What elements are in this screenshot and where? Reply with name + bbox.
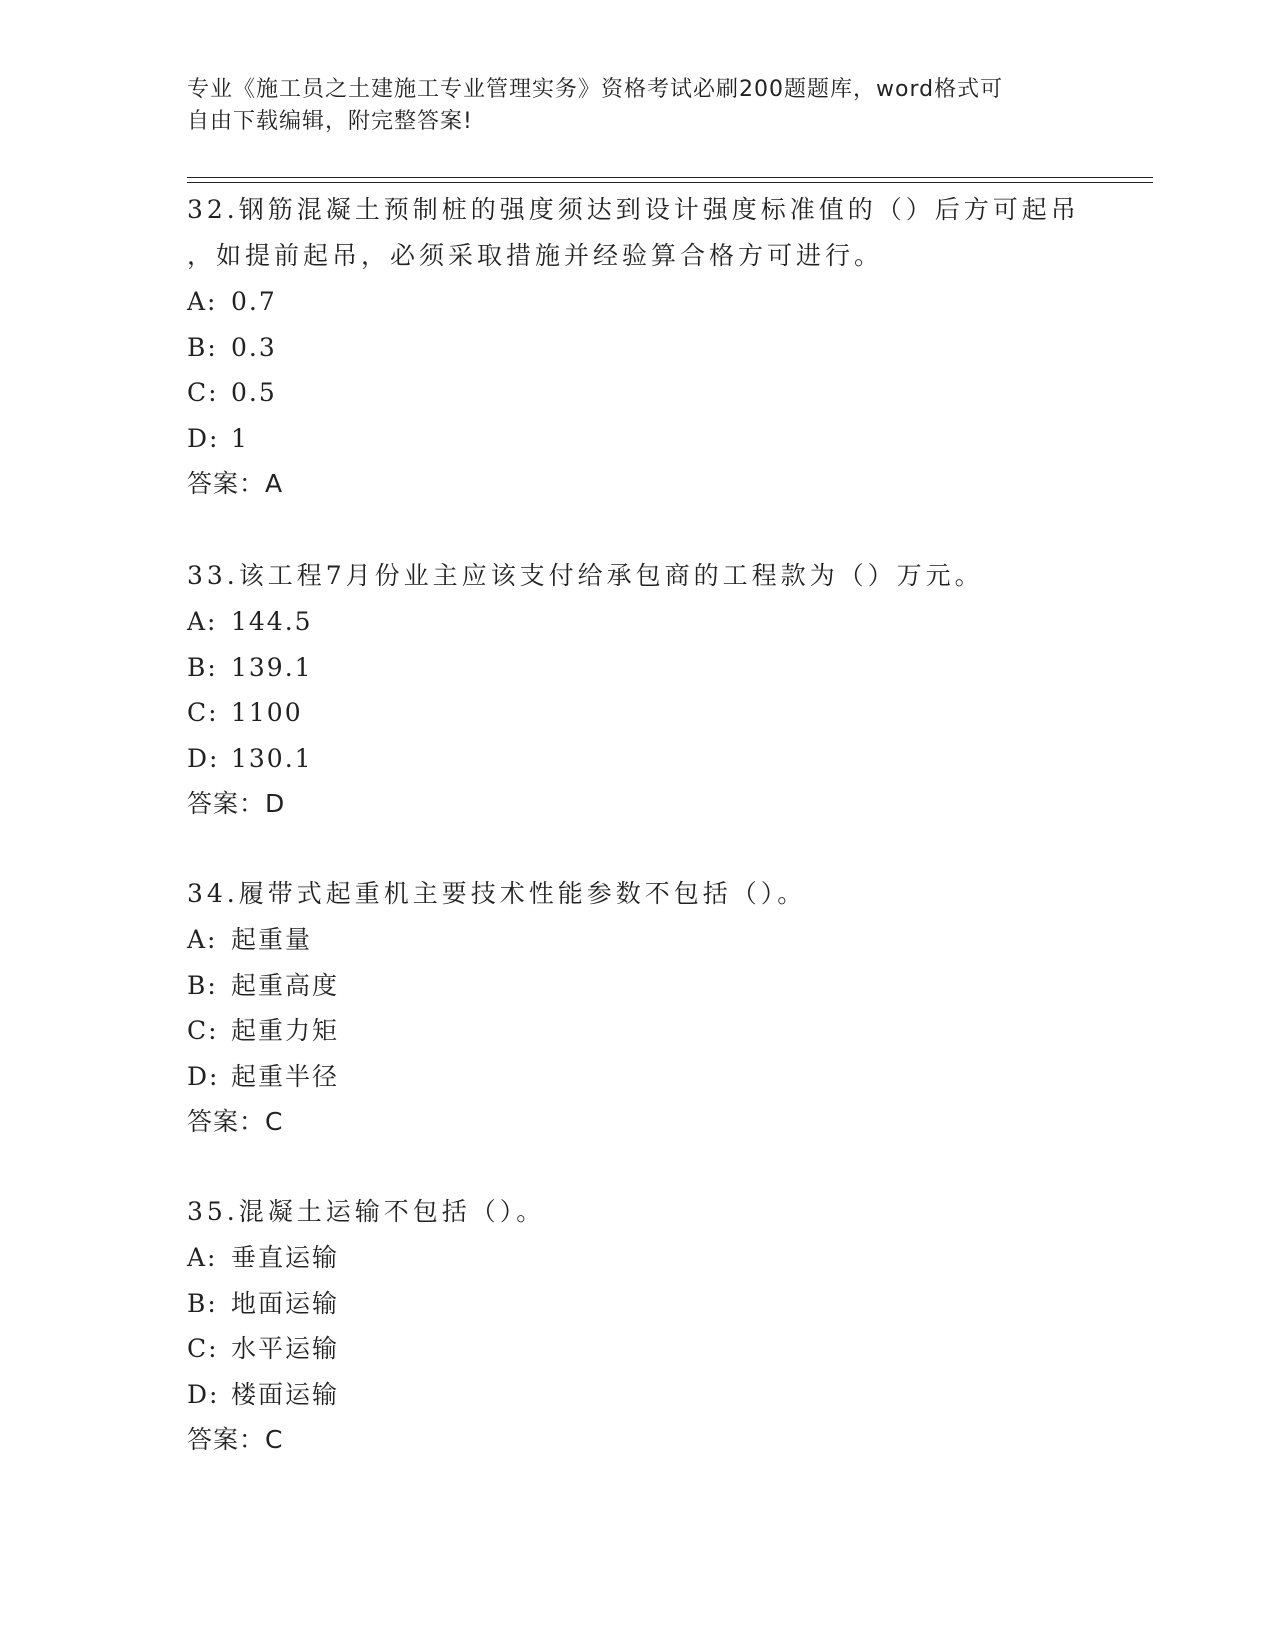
option-letter: A: [187,287,218,316]
option-text: 起重力矩 [231,1016,340,1045]
option-letter: C: [187,698,219,727]
question-33 [187,553,1087,826]
option-letter: A: [187,607,218,636]
option-text: 起重半径 [231,1061,340,1091]
option-text: 0.7 [231,287,277,316]
option-text: 130.1 [231,743,313,773]
option-letter: C: [187,378,219,407]
option-text: 1100 [231,698,303,727]
option-b [187,325,1087,371]
option-letter: D: [187,1379,220,1409]
document-header [187,74,1067,138]
option-letter: C: [187,1016,219,1045]
option-text: 起重量 [231,925,313,954]
option-text: 起重高度 [231,970,340,1000]
option-letter: C: [187,1334,219,1363]
option-d [187,736,1087,782]
option-text: 地面运输 [231,1288,340,1318]
header-line-2: 自由下载编辑，附完整答案! [187,109,473,134]
option-d [187,416,1087,462]
option-letter: D: [187,1061,220,1091]
option-text: 144.5 [231,607,313,636]
option-d [187,1054,1087,1100]
option-text: 楼面运输 [231,1379,340,1409]
option-text: 0.3 [231,332,277,362]
header-rule-top [187,177,1153,178]
answer-line: 答案：C [187,1425,284,1454]
question-text-line: ，如提前起吊，必须采取措施并经验算合格方可进行。 [187,241,884,270]
question-34 [187,871,1087,1144]
option-text: 垂直运输 [231,1243,340,1272]
question-32 [187,187,1087,506]
answer-line: 答案：A [187,469,284,498]
option-a [187,917,1087,963]
option-letter: B: [187,332,218,362]
option-b [187,645,1087,691]
option-b [187,1281,1087,1327]
option-text: 水平运输 [231,1334,340,1363]
option-letter: D: [187,423,220,453]
question-text-line: 34.履带式起重机主要技术性能参数不包括（）。 [187,879,807,908]
option-letter: D: [187,743,220,773]
option-c [187,690,1087,736]
option-letter: A: [187,1243,218,1272]
option-d [187,1372,1087,1418]
option-text: 1 [231,423,249,453]
option-a [187,599,1087,645]
header-rule-bottom [187,182,1153,183]
question-text-line: 32.钢筋混凝土预制桩的强度须达到设计强度标准值的（）后方可起吊 [187,195,1080,224]
option-letter: B: [187,652,218,682]
answer-line: 答案：D [187,789,286,818]
option-text: 0.5 [231,378,277,407]
option-a [187,279,1087,325]
question-text-line: 33.该工程7月份业主应该支付给承包商的工程款为（）万元。 [187,561,984,590]
option-letter: A: [187,925,218,954]
header-line-1: 专业《施工员之土建施工专业管理实务》资格考试必刷200题题库，word格式可 [187,77,1004,102]
option-c [187,1008,1087,1054]
option-c [187,370,1087,416]
question-text-line: 35.混凝土运输不包括（）。 [187,1197,546,1226]
question-35 [187,1189,1087,1462]
option-letter: B: [187,1288,218,1318]
option-letter: B: [187,970,218,1000]
option-a [187,1235,1087,1281]
option-text: 139.1 [231,652,313,682]
option-b [187,963,1087,1009]
answer-line: 答案：C [187,1107,284,1136]
option-c [187,1326,1087,1372]
